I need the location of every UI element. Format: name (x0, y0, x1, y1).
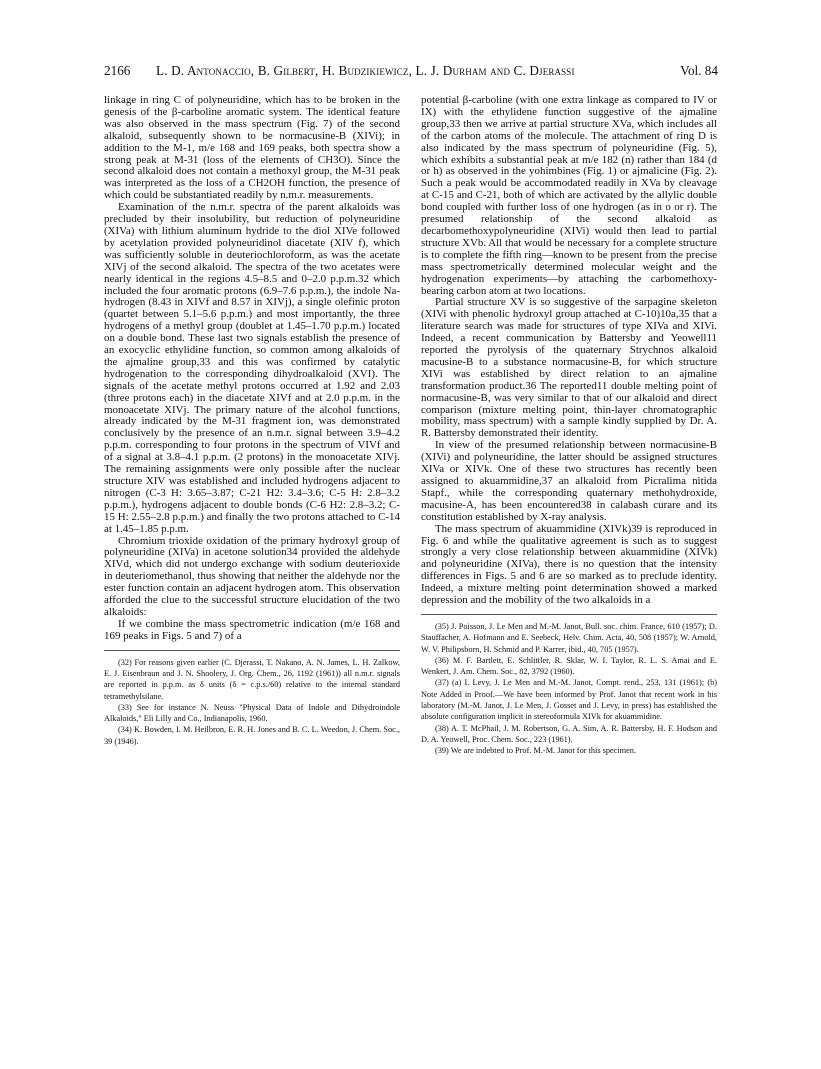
footnote: (32) For reasons given earlier (C. Djerassi, T. Nakano, A. N. James, L. H. Zalkow, E. J. Eisenbraun and J. N. Shoolery, J. Org. Chem., 26, 1192 (1961)) all n.m.r. signals are reported in p.p.m. as δ units (δ = c.p.s./60) relative to the internal standard tetramethylsilane. (104, 657, 400, 701)
body-paragraph: potential β-carboline (with one extra linkage as compared to IV or IX) with the ethylidene function suggestive of the ajmaline group,33 then we arrive at partial structure XVa, which includes all of the carbon atoms of the molecule. The attachment of ring D is also indicated by the mass spectrum of polyneuridine (Fig. 5), which exhibits a substantial peak at m/e 182 (n) rather than 184 (d or h) as observed in the yohimbines (Fig. 1) or ajmalicine (Fig. 2). Such a peak would be accommodated readily in XVa by cleavage at C-15 and C-21, both of which are activated by the allylic double bond coupled with further loss of one hydrogen (as in o or r). The presumed relationship of the second alkaloid as decarbomethoxypolyneuridine (XIVi) would then lead to partial structure XVb. All that would be necessary for a complete structure is to complete the fifth ring—known to be present from the precise mass spectrometrically determined molecular weight and the hydrogenation experiments—by attaching the carbomethoxy-bearing carbon atom at two locations. (421, 94, 717, 297)
body-paragraph: linkage in ring C of polyneuridine, which has to be broken in the genesis of the β-carboline aromatic system. The identical feature was also observed in the mass spectrum (Fig. 7) of the second alkaloid, subsequently shown to be normacusine-B (XIVi); in addition to the M-1, m/e 168 and 169 peaks, both spectra show a strong peak at M-31 (loss of the elements of CH3O). Since the second alkaloid does not contain a methoxyl group, the M-31 peak was interpreted as the loss of a CH2OH function, the presence of which could be substantiated readily by n.m.r. measurements. (104, 94, 400, 202)
body-paragraph: The mass spectrum of akuammidine (XIVk)39 is reproduced in Fig. 6 and while the qualitative agreement is such as to suggest strongly a very close relationship between akuammidine (XIVk) and polyneuridine (XIVa), there is no question that the intensity differences in Figs. 5 and 6 are so marked as to preclude identity. Indeed, a mixture melting point determination showed a marked depression and the mobility of the two alkaloids in a (421, 522, 717, 607)
running-header (104, 63, 718, 81)
footnote: (33) See for instance N. Neuss "Physical Data of Indole and Dihydroindole Alkaloids," Eli Lilly and Co., Indianapolis, 1960. (104, 702, 400, 724)
body-paragraph: Partial structure XV is so suggestive of the sarpagine skeleton (XIVi with phenolic hydroxyl group attached at C-10)10a,35 that a literature search was made for structures of type XIVa and XIVi. Indeed, a recent communication by Battersby and Yeowell11 reported the pyrolysis of the quaternary Strychnos alkaloid macusine-B to a substance normacusine-B, for which structure XIVi was established by direct relation to an ajmaline transformation product.36 The reported11 double melting point of normacusine-B, was very similar to that of our alkaloid and direct comparison (mixture melting point, thin-layer chromatographic mobility, mass spectrum) with a sample kindly supplied by Dr. A. R. Battersby demonstrated their identity. (421, 296, 717, 440)
body-paragraph: In view of the presumed relationship between normacusine-B (XIVi) and polyneuridine, the latter should be assigned structures XIVa or XIVk. One of these two structures has recently been assigned to akuammidine,37 an alkaloid from Picralima nitida Stapf., while the corresponding quaternary methohydroxide, macusine-A, has been encountered38 in calabash curare and its constitution established by X-ray analysis. (421, 439, 717, 523)
footnote: (35) J. Poisson, J. Le Men and M.-M. Janot, Bull. soc. chim. France, 610 (1957); D. Stauffacher, A. Hofmann and E. Seebeck, Helv. Chim. Acta, 40, 508 (1957); W. Arnold, W. V. Philipsborn, H. Schmid and P. Karrer, ibid., 40, 705 (1957). (421, 621, 717, 654)
page-number: 2166 (104, 63, 131, 78)
footnote: (38) A. T. McPhail, J. M. Robertson, G. A. Sim, A. R. Battersby, H. F. Hodson and D. A. Yeowell, Proc. Chem. Soc., 223 (1961). (421, 723, 717, 744)
body-paragraph: Examination of the n.m.r. spectra of the parent alkaloids was precluded by their insolubility, but reduction of polyneuridine (XIVa) with lithium aluminum hydride to the diol XIVe followed by acetylation provided polyneuridinol diacetate (XIV f), which was sufficiently soluble in deuteriochloroform, as was the acetate XIVj of the second alkaloid. The spectra of the two acetates were nearly identical in the regions 4.5–8.5 and 0–2.0 p.p.m.32 which included the four aromatic protons (6.9–7.6 p.p.m.), the indole Na-hydrogen (8.43 in XIVf and 8.57 in XIVj), a single olefinic proton (quartet between 5.1–5.6 p.p.m.) and most importantly, the three hydrogens of a methyl group (doublet at 1.45–1.70 p.p.m.) located on a double bond. These last two signals establish the presence of an exocyclic ethylidine function, so common among alkaloids of the ajmaline group,33 and this was confirmed by catalytic hydrogenation to the corresponding dihydroalkaloid (XVI). The signals of the acetate methyl protons occurred at 1.92 and 2.03 (three protons each) in the diacetate XIVf and at 2.0 p.p.m. in the monoacetate XIVj. The primary nature of the alcohol functions, already indicated by the M-31 fragment ion, was demonstrated conclusively by the presence of an n.m.r. signal between 3.9–4.2 p.p.m. corresponding to four protons in the spectrum of VIVf and of a signal at 3.8–4.1 p.p.m. (2 protons) in the monoacetate XIVj. The remaining assignments were only possible after the nuclear structure XIV was established and included hydrogens adjacent to nitrogen (C-3 H: 3.65–3.87; C-21 H2: 3.4–3.6; C-5 H: 2.8–3.2 p.p.m.), hydrogens adjacent to double bonds (C-6 H2: 2.8–3.2; C-15 H: 2.55–2.8 p.p.m.) and finally the two protons attached to C-14 at 1.45–1.85 p.p.m. (104, 201, 400, 535)
right-column (421, 95, 717, 757)
footnote: (36) M. F. Bartlett, E. Schlittler, R. Sklar, W. I. Taylor, R. L. S. Amai and E. Wenkert, J. Am. Chem. Soc., 82, 3792 (1960). (421, 655, 717, 677)
left-column (104, 95, 400, 747)
footnote: (39) We are indebted to Prof. M.-M. Janot for this specimen. (435, 746, 637, 756)
running-authors: L. D. Antonaccio, B. Gilbert, H. Budzikiewicz, L. J. Durham and C. Djerassi (156, 63, 575, 78)
footnote: (37) (a) I. Levy, J. Le Men and M.-M. Janot, Compt. rend., 253, 131 (1961); (b) Note Added in Proof.—We have been informed by Prof. Janot that recent work in his laboratory (M.-M. Janot, J. Le Men, J. Gosset and J. Levy, in press) has established the absolute configuration implicit in stereoformula XIVk for akuammidine. (421, 678, 717, 722)
volume-number: Vol. 84 (680, 63, 718, 78)
footnote-rule (421, 614, 717, 615)
footnote-rule (104, 650, 400, 651)
footnote: (34) K. Bowden, I. M. Heilbron, E. R. H. Jones and B. C. L. Weedon, J. Chem. Soc., 39 (1946). (104, 725, 400, 746)
body-paragraph: Chromium trioxide oxidation of the primary hydroxyl group of polyneuridine (XIVa) in acetone solution34 provided the aldehyde XIVd, which did not undergo exchange with sodium deuterioxide in deuteriomethanol, thus showing that neither the aldehyde nor the ester function contain an adjacent hydrogen atom. This observation afforded the clue to the successful structure elucidation of the two alkaloids: (104, 534, 400, 618)
body-paragraph: If we combine the mass spectrometric indication (m/e 168 and 169 peaks in Figs. 5 and 7) of a (104, 617, 400, 642)
